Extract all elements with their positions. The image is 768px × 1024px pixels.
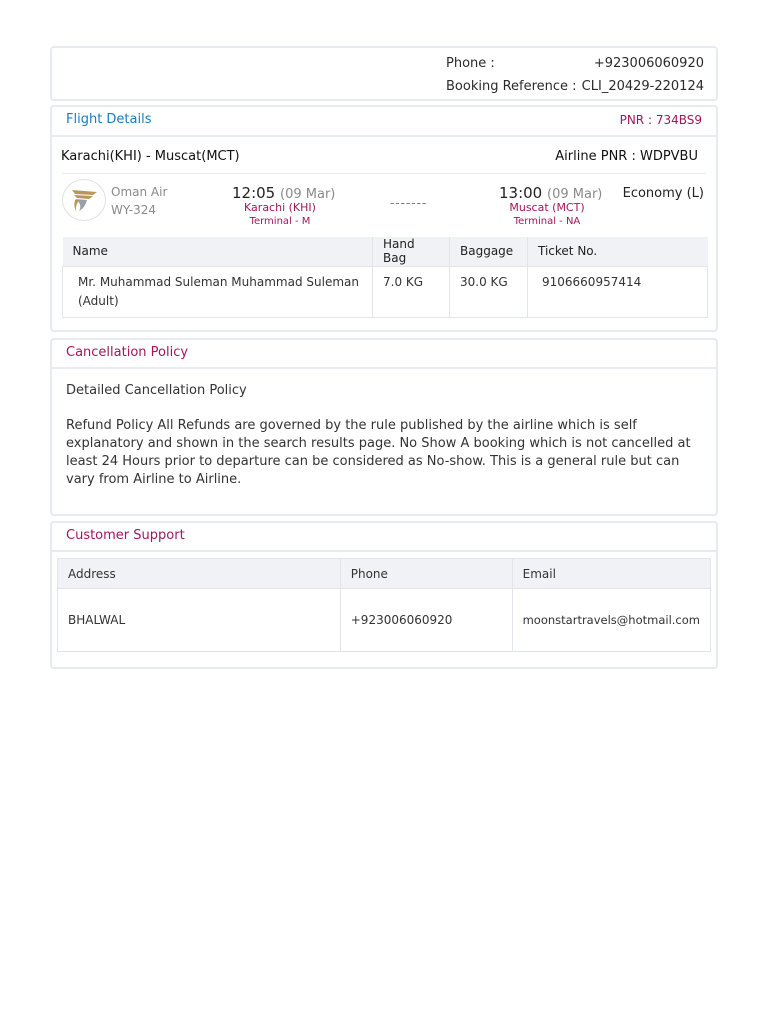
flight-number: WY-324 (111, 203, 157, 217)
passenger-type: (Adult) (78, 293, 119, 308)
flight-separator: ------- (390, 196, 428, 210)
passenger-name: Mr. Muhammad Suleman Muhammad Suleman (78, 274, 359, 289)
customer-support-header (52, 523, 716, 552)
flight-details-header (52, 107, 716, 137)
cancellation-policy-header (52, 340, 716, 369)
support-address: BHALWAL (58, 589, 341, 652)
col-email: Email (512, 559, 710, 589)
passenger-table-header (63, 237, 708, 266)
support-table (57, 558, 711, 652)
cancellation-policy-card (50, 338, 718, 516)
table-row (63, 266, 708, 317)
col-baggage: Baggage (450, 237, 528, 266)
departure-time-value: 12:05 (232, 184, 276, 202)
hand-bag-cell: 7.0 KG (373, 266, 450, 317)
flight-details-title: Flight Details (66, 112, 152, 127)
customer-support-card (50, 521, 718, 669)
departure-time (232, 184, 335, 202)
ticket-number-cell: 9106660957414 (528, 266, 708, 317)
baggage-cell: 30.0 KG (450, 266, 528, 317)
cancellation-subtitle: Detailed Cancellation Policy (66, 383, 247, 398)
cabin-class: Economy (L) (622, 186, 704, 201)
support-email: moonstartravels@hotmail.com (512, 589, 710, 652)
cancellation-policy-title: Cancellation Policy (66, 345, 189, 360)
col-address: Address (58, 559, 341, 589)
arrival-time-value: 13:00 (499, 184, 543, 202)
oman-air-logo-icon (62, 179, 106, 221)
booking-reference-value: CLI_20429-220124 (581, 79, 704, 94)
flight-details-card (50, 105, 718, 332)
cancellation-policy-text: Refund Policy All Refunds are governed by the rule published by the airline which is self explanatory and shown in the search results page. No Show A booking which is not cancelled at least 24 Hours prior to departure can be considered as No-show. This is a general rule but can vary from Airline to Airline. (66, 418, 691, 487)
booking-header-card (50, 46, 718, 101)
route-divider (62, 173, 706, 174)
customer-support-title: Customer Support (66, 528, 185, 543)
passenger-table (62, 237, 708, 318)
col-ticket-no: Ticket No. (528, 237, 708, 266)
arrival-time (499, 184, 602, 202)
phone-value: +923006060920 (593, 56, 704, 71)
departure-date: (09 Mar) (280, 187, 336, 202)
support-table-header (58, 559, 711, 589)
pnr-badge: PNR : 734BS9 (619, 113, 702, 127)
passenger-name-cell (63, 266, 373, 317)
table-row (58, 589, 711, 652)
airline-pnr: Airline PNR : WDPVBU (555, 149, 698, 164)
col-hand-bag: Hand Bag (373, 237, 450, 266)
arrival-city: Muscat (MCT) (509, 201, 585, 214)
col-phone: Phone (340, 559, 512, 589)
col-name: Name (63, 237, 373, 266)
booking-reference-label: Booking Reference : (446, 79, 577, 94)
departure-city: Karachi (KHI) (244, 201, 316, 214)
support-phone: +923006060920 (340, 589, 512, 652)
phone-label: Phone : (446, 56, 495, 71)
arrival-date: (09 Mar) (547, 187, 603, 202)
departure-terminal: Terminal - M (249, 216, 311, 227)
arrival-terminal: Terminal - NA (513, 216, 581, 227)
airline-name: Oman Air (111, 185, 168, 199)
flight-route: Karachi(KHI) - Muscat(MCT) (61, 149, 240, 164)
